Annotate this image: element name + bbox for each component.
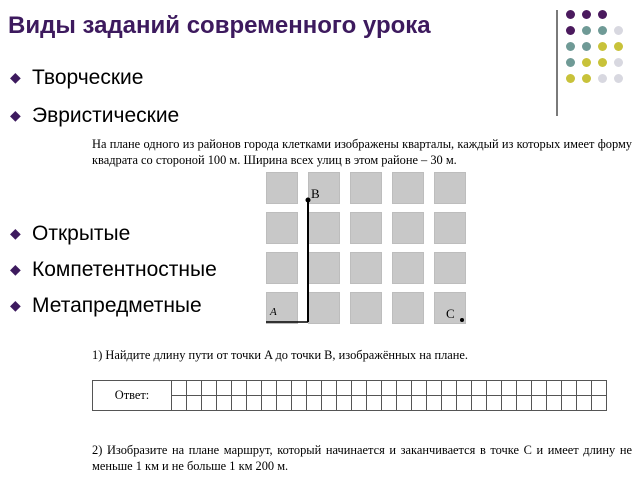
answer-cell[interactable] xyxy=(517,396,532,411)
bullet-label: Эвристические xyxy=(32,104,180,127)
answer-cell[interactable] xyxy=(352,396,367,411)
answer-cell[interactable] xyxy=(577,396,592,411)
diamond-bullet-icon: ◆ xyxy=(10,225,21,241)
bullet-label: Открытые xyxy=(32,222,131,245)
answer-cell[interactable] xyxy=(322,396,337,411)
answer-cell[interactable] xyxy=(247,381,262,396)
answer-cell[interactable] xyxy=(292,381,307,396)
diamond-bullet-icon: ◆ xyxy=(10,107,21,123)
answer-cell[interactable] xyxy=(307,396,322,411)
point-c-label: C xyxy=(446,306,455,321)
decor-dot xyxy=(566,58,575,67)
decor-dot xyxy=(614,26,623,35)
bullet-label: Творческие xyxy=(32,66,144,89)
decor-dot xyxy=(582,58,591,67)
answer-cell[interactable] xyxy=(532,396,547,411)
answer-cell[interactable] xyxy=(427,396,442,411)
decor-dot xyxy=(598,58,607,67)
answer-cell[interactable] xyxy=(577,381,592,396)
point-b-label: B xyxy=(311,186,320,201)
decor-dot xyxy=(566,42,575,51)
question-1: 1) Найдите длину пути от точки A до точки B, изображённых на плане. xyxy=(92,348,468,362)
answer-cell[interactable] xyxy=(217,396,232,411)
answer-cell[interactable] xyxy=(337,381,352,396)
answer-cell[interactable] xyxy=(442,396,457,411)
answer-cell[interactable] xyxy=(172,381,187,396)
answer-cell[interactable] xyxy=(292,396,307,411)
answer-cell[interactable] xyxy=(187,381,202,396)
answer-cell[interactable] xyxy=(457,396,472,411)
bullet-item xyxy=(10,294,202,318)
answer-cell[interactable] xyxy=(397,396,412,411)
answer-cell[interactable] xyxy=(322,381,337,396)
decor-dot xyxy=(614,42,623,51)
answer-cell[interactable] xyxy=(172,396,187,411)
answer-cell[interactable] xyxy=(442,381,457,396)
diamond-bullet-icon: ◆ xyxy=(10,261,21,277)
decor-dot xyxy=(582,26,591,35)
answer-cell[interactable] xyxy=(382,396,397,411)
decor-dot xyxy=(582,74,591,83)
answer-grid xyxy=(92,380,607,411)
answer-cell[interactable] xyxy=(562,396,577,411)
answer-cell[interactable] xyxy=(337,396,352,411)
decor-dot xyxy=(614,74,623,83)
answer-cell[interactable] xyxy=(547,396,562,411)
bullet-item xyxy=(10,104,179,128)
answer-cell[interactable] xyxy=(202,381,217,396)
point-b-dot xyxy=(306,198,311,203)
answer-cell[interactable] xyxy=(277,396,292,411)
answer-cell[interactable] xyxy=(187,396,202,411)
task-description: На плане одного из районов города клетками изображены кварталы, каждый из которых имеет форму квадрата со стороной 100 м. Ширина всех улиц в этом районе – 30 м. xyxy=(92,137,632,167)
answer-cell[interactable] xyxy=(412,381,427,396)
answer-cell[interactable] xyxy=(277,381,292,396)
answer-cell[interactable] xyxy=(502,381,517,396)
point-c-dot xyxy=(460,318,464,322)
answer-cell[interactable] xyxy=(592,381,607,396)
answer-cell[interactable] xyxy=(232,381,247,396)
answer-cell[interactable] xyxy=(382,381,397,396)
decor-divider xyxy=(556,10,558,116)
answer-cell[interactable] xyxy=(427,381,442,396)
answer-cell[interactable] xyxy=(367,396,382,411)
point-a-label: A xyxy=(270,306,277,318)
answer-cell[interactable] xyxy=(532,381,547,396)
answer-cell[interactable] xyxy=(232,396,247,411)
decor-dot xyxy=(582,42,591,51)
answer-cell[interactable] xyxy=(262,396,277,411)
answer-cell[interactable] xyxy=(367,381,382,396)
answer-cell[interactable] xyxy=(487,381,502,396)
answer-cell[interactable] xyxy=(487,396,502,411)
decor-dot xyxy=(614,58,623,67)
route-lines xyxy=(262,170,472,328)
answer-cell[interactable] xyxy=(352,381,367,396)
slide-title: Виды заданий современного урока xyxy=(8,12,431,39)
answer-cell[interactable] xyxy=(412,396,427,411)
answer-cell[interactable] xyxy=(592,396,607,411)
answer-cell[interactable] xyxy=(262,381,277,396)
bullet-item xyxy=(10,222,130,246)
decor-dot xyxy=(598,26,607,35)
city-plan xyxy=(262,170,472,328)
answer-cell[interactable] xyxy=(472,381,487,396)
answer-cell[interactable] xyxy=(562,381,577,396)
decor-dot xyxy=(566,10,575,19)
question-2: 2) Изобразите на плане маршрут, который начинается и заканчивается в точке C и имеет длину не меньше 1 км и не больше 1 км 200 м. xyxy=(92,443,632,473)
bullet-label: Метапредметные xyxy=(32,294,202,317)
decor-dot xyxy=(598,42,607,51)
bullet-label: Компетентностные xyxy=(32,258,217,281)
decor-dot xyxy=(566,74,575,83)
answer-cell[interactable] xyxy=(472,396,487,411)
answer-cell[interactable] xyxy=(247,396,262,411)
answer-cell[interactable] xyxy=(547,381,562,396)
decor-dot xyxy=(598,74,607,83)
answer-cell[interactable] xyxy=(517,381,532,396)
answer-cell[interactable] xyxy=(457,381,472,396)
answer-cell[interactable] xyxy=(202,396,217,411)
decor-dot-grid xyxy=(566,10,638,106)
answer-cell[interactable] xyxy=(397,381,412,396)
decor-dot xyxy=(598,10,607,19)
bullet-item xyxy=(10,66,143,90)
answer-cell[interactable] xyxy=(502,396,517,411)
answer-label: Ответ: xyxy=(93,381,172,411)
diamond-bullet-icon: ◆ xyxy=(10,297,21,313)
answer-cell[interactable] xyxy=(217,381,232,396)
decor-dot xyxy=(582,10,591,19)
answer-cell[interactable] xyxy=(307,381,322,396)
bullet-item xyxy=(10,258,217,282)
decor-dot xyxy=(566,26,575,35)
diamond-bullet-icon: ◆ xyxy=(10,69,21,85)
